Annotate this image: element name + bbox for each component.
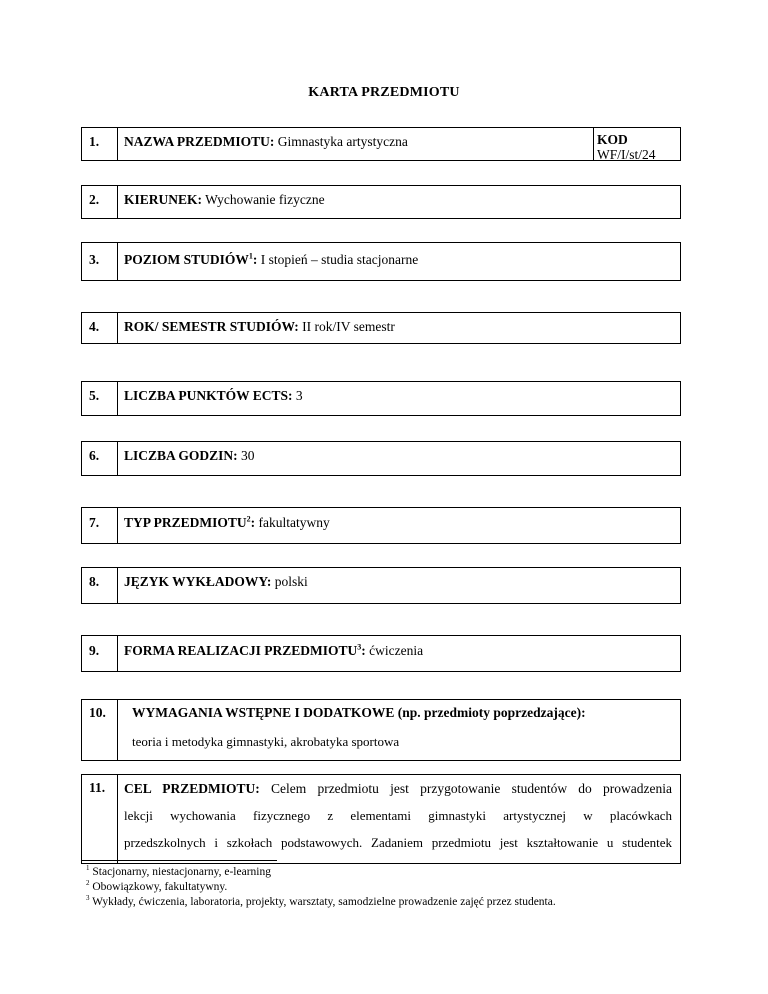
row-number: 3. xyxy=(82,243,118,280)
row-body xyxy=(118,770,680,863)
row-course-objective xyxy=(81,774,681,864)
footnote-ref: 2 xyxy=(246,514,251,524)
row-label: KIERUNEK: xyxy=(124,192,203,207)
row-value: Wychowanie fizyczne xyxy=(202,192,325,207)
row-label: ROK/ SEMESTR STUDIÓW: xyxy=(124,319,299,334)
course-code-label: KOD xyxy=(597,132,628,147)
row-number: 6. xyxy=(82,442,118,475)
row-hours xyxy=(81,441,681,476)
row-label: FORMA REALIZACJI PRZEDMIOTU xyxy=(124,643,358,658)
row-label-colon: : xyxy=(250,515,256,530)
footnote-text: Wykłady, ćwiczenia, laboratoria, projekty, warsztaty, samodzielne prowadzenie zajęć przez studenta. xyxy=(89,896,556,908)
row-label: WYMAGANIA WSTĘPNE I DODATKOWE (np. przedmioty poprzedzające): xyxy=(132,705,586,720)
footnote-number: 3 xyxy=(86,894,90,903)
row-label-colon: : xyxy=(252,252,258,267)
footnote-ref: 3 xyxy=(357,642,362,652)
row-value: 3 xyxy=(292,388,303,403)
row-value: II rok/IV semestr xyxy=(298,319,395,334)
row-body xyxy=(118,508,680,543)
row-label: POZIOM STUDIÓW xyxy=(124,252,249,267)
row-value: ćwiczenia xyxy=(365,643,424,658)
row-language xyxy=(81,567,681,604)
footnote-text: Obowiązkowy, fakultatywny. xyxy=(89,881,228,893)
footnote-ref: 1 xyxy=(248,251,253,261)
row-number: 10. xyxy=(82,700,118,760)
row-label: TYP PRZEDMIOTU xyxy=(124,515,247,530)
footnote xyxy=(86,866,271,878)
row-label: JĘZYK WYKŁADOWY: xyxy=(124,574,272,589)
row-ects-points xyxy=(81,381,681,416)
footnote-number: 1 xyxy=(86,864,90,873)
row-label: LICZBA PUNKTÓW ECTS: xyxy=(124,388,293,403)
footnote-number: 2 xyxy=(86,879,90,888)
row-prerequisites xyxy=(81,699,681,761)
page-title: KARTA PRZEDMIOTU xyxy=(308,85,460,100)
footnote xyxy=(86,881,227,893)
row-value: fakultatywny xyxy=(255,515,330,530)
row-body xyxy=(118,442,680,475)
row-year-semester xyxy=(81,312,681,344)
row-body xyxy=(118,568,680,603)
footnote-text: Stacjonarny, niestacjonarny, e-learning xyxy=(89,866,271,878)
row-course-type xyxy=(81,507,681,544)
row-value: teoria i metodyka gimnastyki, akrobatyka sportowa xyxy=(132,734,400,749)
objective-line xyxy=(124,775,672,802)
objective-line: lekcji wychowania fizycznego z elementami gimnastyki artystycznej w placówkach xyxy=(124,808,672,823)
row-body xyxy=(118,700,680,760)
row-form-of-realization xyxy=(81,635,681,672)
row-study-level xyxy=(81,242,681,281)
row-body xyxy=(118,313,680,343)
row-number: 11. xyxy=(82,775,118,863)
row-number: 8. xyxy=(82,568,118,603)
row-body xyxy=(118,382,680,415)
footnote-separator xyxy=(81,860,277,861)
row-number: 5. xyxy=(82,382,118,415)
row-value: Gimnastyka artystyczna xyxy=(274,134,408,149)
row-field-of-study xyxy=(81,185,681,219)
row-value: Celem przedmiotu jest przygotowanie studentów do prowadzenia xyxy=(259,781,672,796)
row-body xyxy=(118,186,680,218)
row-label-colon: : xyxy=(361,643,366,658)
row-number: 4. xyxy=(82,313,118,343)
row-label: NAZWA PRZEDMIOTU: xyxy=(124,134,275,149)
row-value: I stopień – studia stacjonarne xyxy=(257,252,419,267)
row-body xyxy=(118,636,680,671)
course-code-cell xyxy=(593,128,680,160)
row-label: CEL PRZEDMIOTU: xyxy=(124,781,260,796)
row-value: 30 xyxy=(237,448,255,463)
row-body xyxy=(118,128,593,160)
row-course-name xyxy=(81,127,681,161)
row-number: 2. xyxy=(82,186,118,218)
row-value: polski xyxy=(271,574,308,589)
objective-line: przedszkolnych i szkołach podstawowych. Zadaniem przedmiotu jest kształtowanie u studentek xyxy=(124,835,672,850)
footnote xyxy=(86,896,556,908)
row-label: LICZBA GODZIN: xyxy=(124,448,238,463)
row-number: 9. xyxy=(82,636,118,671)
row-body xyxy=(118,243,680,280)
row-number: 1. xyxy=(82,128,118,160)
course-code-value: WF/I/st/24 xyxy=(597,147,656,162)
row-number: 7. xyxy=(82,508,118,543)
